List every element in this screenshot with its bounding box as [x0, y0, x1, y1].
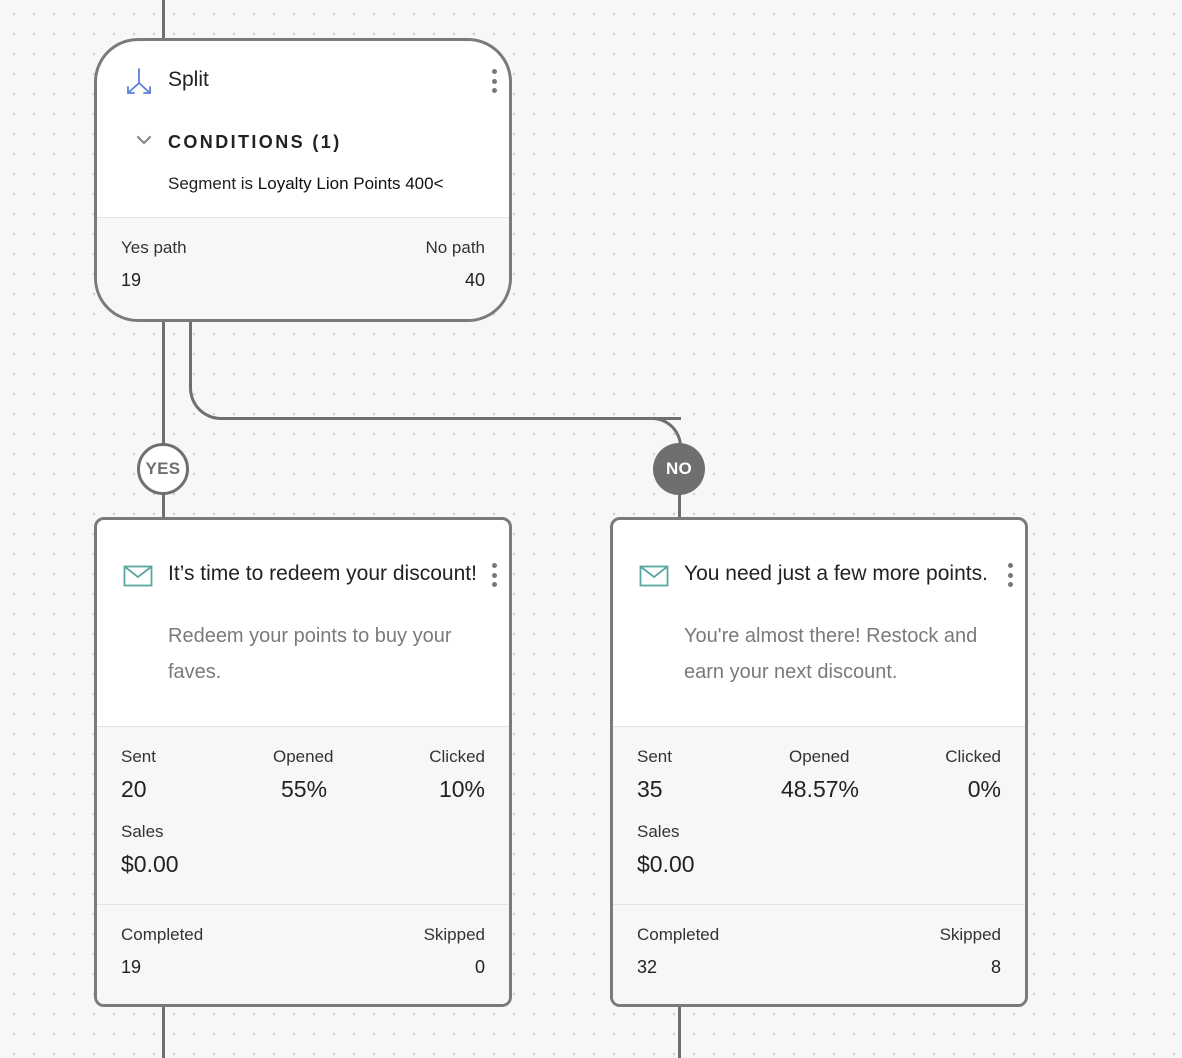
condition-text — [168, 174, 444, 194]
skipped-label: Skipped — [423, 925, 485, 944]
completed-label: Completed — [121, 925, 204, 944]
sales-value: $0.00 — [121, 851, 179, 877]
yes-branch-badge: YES — [137, 443, 189, 495]
email-preview-text: Redeem your points to buy your faves. — [168, 625, 452, 683]
completed-value: 19 — [121, 957, 142, 977]
split-path-stats — [97, 217, 509, 319]
no-path-count: 40 — [464, 270, 485, 290]
mail-icon — [639, 565, 669, 587]
split-node-card[interactable] — [94, 38, 512, 322]
no-branch-badge: NO — [653, 443, 705, 495]
email-subject: It’s time to redeem your discount! — [168, 562, 477, 585]
connector-no-lower — [678, 493, 681, 519]
sent-value: 35 — [637, 776, 663, 802]
clicked-value: 10% — [438, 776, 485, 802]
no-path-label: No path — [425, 238, 485, 257]
email-node-card-yes[interactable] — [94, 517, 512, 1007]
split-arrows-icon — [123, 66, 155, 98]
email-preview-text: You're almost there! Restock and earn your next discount. — [684, 625, 978, 683]
condition-value: Loyalty Lion Points 400< — [257, 174, 444, 193]
connector-bottom-right — [678, 1005, 681, 1058]
connector-yes-lower — [162, 493, 165, 519]
opened-value: 48.57% — [781, 776, 860, 802]
email-node-card-no[interactable] — [610, 517, 1028, 1007]
completed-value: 32 — [637, 957, 658, 977]
sales-label: Sales — [121, 822, 164, 841]
sent-value: 20 — [121, 776, 147, 802]
connector-no-curve — [189, 320, 681, 420]
connector-yes — [162, 320, 165, 444]
sent-label: Sent — [637, 747, 672, 766]
skipped-value: 0 — [474, 957, 485, 977]
kebab-menu-icon[interactable] — [484, 67, 504, 95]
email-subject: You need just a few more points. — [684, 562, 988, 585]
sales-value: $0.00 — [637, 851, 695, 877]
yes-path-label: Yes path — [121, 238, 187, 257]
kebab-menu-icon[interactable] — [1000, 561, 1020, 589]
split-title: Split — [168, 68, 209, 91]
kebab-menu-icon[interactable] — [484, 561, 504, 589]
opened-label: Opened — [273, 747, 334, 766]
conditions-label[interactable]: CONDITIONS (1) — [168, 132, 342, 152]
clicked-label: Clicked — [945, 747, 1001, 766]
connector-bottom-left — [162, 1005, 165, 1058]
email-completion-stats — [613, 904, 1025, 1004]
sales-label: Sales — [637, 822, 680, 841]
connector-top — [162, 0, 165, 40]
chevron-down-icon[interactable] — [135, 133, 153, 147]
sent-label: Sent — [121, 747, 156, 766]
clicked-value: 0% — [967, 776, 1001, 802]
clicked-label: Clicked — [429, 747, 485, 766]
mail-icon — [123, 565, 153, 587]
condition-field: Segment — [168, 174, 237, 193]
email-completion-stats — [97, 904, 509, 1004]
condition-operator: is — [240, 174, 254, 193]
completed-label: Completed — [637, 925, 720, 944]
opened-value: 55% — [281, 776, 328, 802]
yes-path-count: 19 — [121, 270, 142, 290]
opened-label: Opened — [789, 747, 850, 766]
skipped-value: 8 — [990, 957, 1001, 977]
skipped-label: Skipped — [939, 925, 1001, 944]
